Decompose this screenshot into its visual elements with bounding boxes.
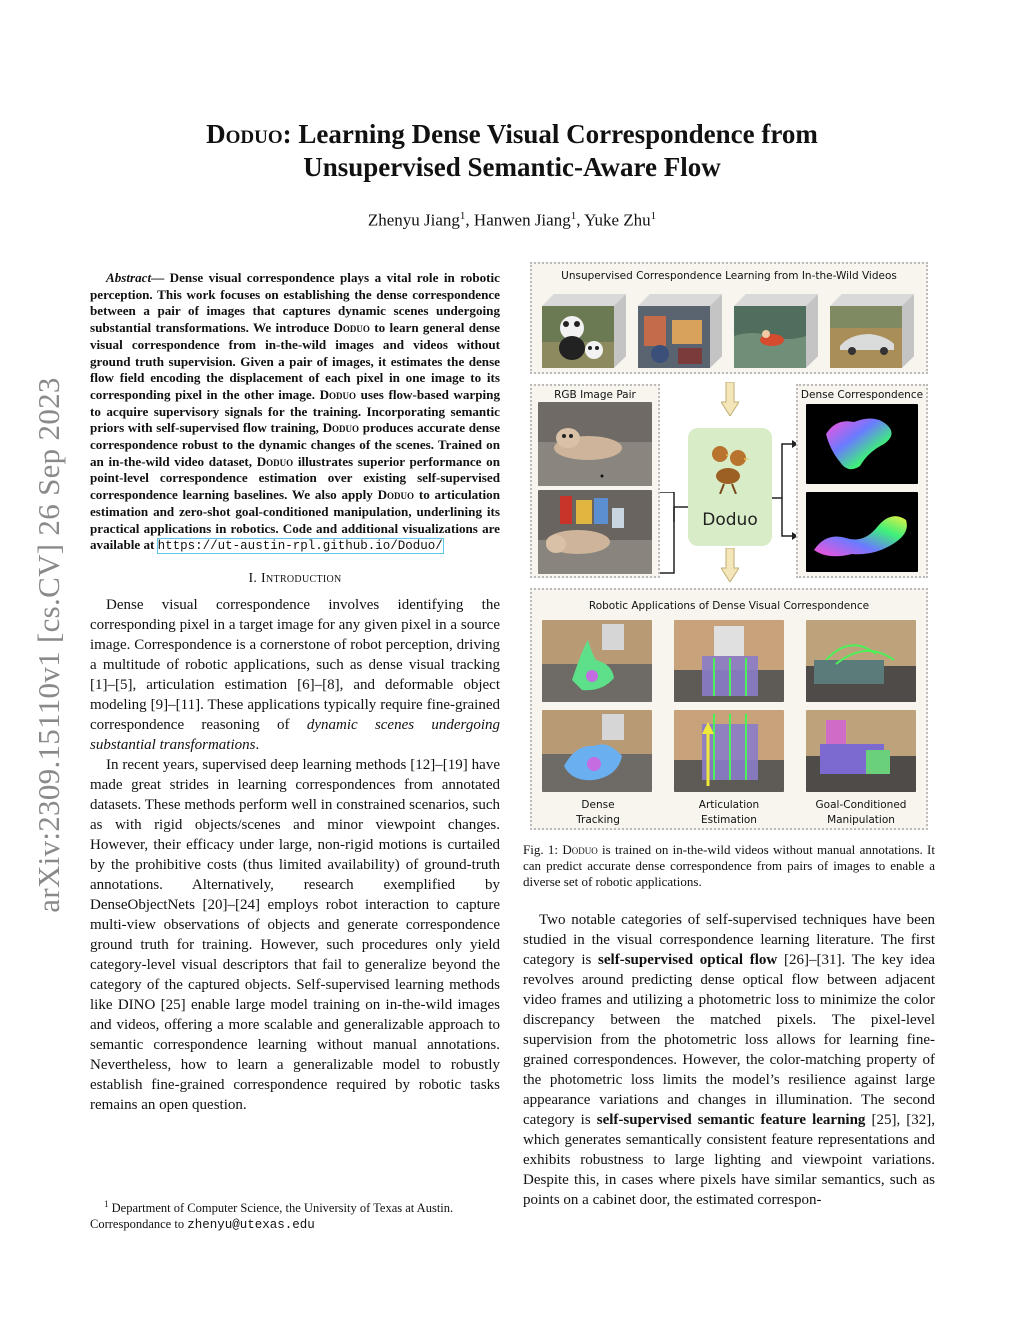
manipulation-image-1	[806, 620, 916, 702]
manipulation-image-2	[806, 710, 916, 792]
caption-text: is trained on in-the-wild videos without manual annotations. It can predict accurate dense correspondence from pairs of images to enable a diverse set of robotic applications.	[523, 842, 935, 889]
author-list: Zhenyu Jiang$^1$, Hanwen Jiang$^1$, Yuke Zhu$^1$	[367, 210, 657, 230]
system-name: Doduo	[377, 487, 415, 503]
app-label-line: Estimation	[701, 814, 757, 826]
title-line2: Unsupervised Semantic-Aware Flow	[303, 152, 721, 182]
video-clip-car	[830, 294, 914, 368]
app-label-line: Manipulation	[827, 814, 895, 826]
tracking-image-2	[542, 710, 652, 792]
app-label-goal-conditioned-manipulation	[805, 798, 917, 828]
author-name: Hanwen Jiang	[473, 210, 571, 230]
intro-paragraph-1	[90, 595, 500, 755]
title-system-name: Doduo	[206, 119, 283, 149]
footnote-mark: 1	[104, 1199, 109, 1209]
arxiv-id-text: arXiv:2309.15110v1 [cs.CV] 26 Sep 2023	[31, 377, 66, 913]
title-line1: : Learning Dense Visual Correspondence from	[282, 119, 818, 149]
bold-term: self-supervised semantic feature learning	[596, 1112, 866, 1128]
video-thumbnail	[542, 306, 614, 368]
video-thumbnail	[734, 306, 806, 368]
abstract-text: produces accurate dense correspondence robust to the dynamic changes of the scenes. Trained on an in-the-wild video dataset,	[90, 420, 501, 469]
section-number: I.	[248, 570, 258, 586]
app-label-dense-tracking	[542, 798, 654, 828]
intro-paragraph-2: In recent years, supervised deep learning methods [12]–[19] have made great strides in learning correspondences from annotated datasets. These methods perform well in constrained scenarios, such as with rigid objects/scenes and minor viewpoint changes. However, their efficacy under large, non-rigid motions is curtailed by the prohibitive costs (thus limited availability) of ground-truth annotations. Alternatively, research exemplified by DenseObjectNets [20]–[24] employs robot interaction to capture multi-view observations of objects and generate correspondence ground truth for training. However, such procedures only yield category-level visual descriptors that fail to generalize beyond the category of the captured objects. Self-supervised learning methods like DINO [25] enable large model training on in-the-wild images and videos, offering a more scalable and generalizable approach to semantic correspondence learning without manual annotations. Nevertheless, how to learn a generalizable model to robustly establish fine-grained correspondence required by robotic tasks remains an open question.	[90, 756, 500, 1113]
paragraph-text: [25], [32], which generates semantically consistent feature representations and exhibits robustness to large lighting and viewpoint variations. Despite this, in cases where pixels have similar semantics, such as points on a cabinet door, the estimated correspon-	[523, 1112, 936, 1208]
emphasized-text: dynamic scenes undergoing substantial transformations	[90, 716, 500, 753]
app-label-line: Dense	[581, 799, 615, 811]
footnote	[90, 1196, 500, 1233]
connector-lines	[660, 507, 688, 587]
video-thumbnail	[830, 306, 902, 368]
panel-title: Unsupervised Correspondence Learning from In-the-Wild Videos	[561, 270, 897, 282]
right-paragraph-1	[523, 910, 935, 1210]
abstract-text: to learn general dense visual correspondence from in-the-wild images and videos without ground truth supervision. Given a pair of images, it estimates the dense flow field encoding the displacement of each pixel in one image to its corresponding pixel in the other image.	[90, 320, 500, 402]
video-clip-people	[638, 294, 722, 368]
system-name: Doduo	[322, 420, 360, 436]
author-affiliation: 1	[459, 210, 466, 222]
correspondence-map-2	[806, 492, 918, 572]
arxiv-identifier	[31, 350, 66, 940]
panel-title: Dense Correspondence	[800, 389, 924, 401]
paper-title	[120, 118, 904, 184]
model-name: Doduo	[702, 510, 758, 530]
abstract-label: Abstract	[106, 270, 152, 285]
figure-1	[530, 262, 928, 830]
panel-in-the-wild-videos	[530, 262, 928, 374]
system-name: Doduo	[256, 453, 294, 469]
arrow-down-icon	[721, 382, 739, 416]
panel-title: Robotic Applications of Dense Visual Correspondence	[588, 600, 870, 612]
panel-dense-correspondence	[796, 384, 928, 578]
paragraph-text: Two notable categories of self-supervised techniques have been studied in the visual correspondence learning literature. The first category is	[523, 912, 935, 968]
app-label-line: Tracking	[576, 814, 620, 826]
abstract	[90, 270, 500, 555]
video-clip-panda	[542, 294, 626, 368]
left-column	[90, 270, 500, 1115]
abstract-text: illustrates superior performance on point-level correspondence estimation over existing self-supervised correspondence learning baselines. We also apply	[90, 453, 500, 503]
abstract-text: uses flow-based warping to acquire supervisory signals for the training. Incorporating semantic priors with self-supervised flow training,	[90, 386, 500, 436]
figure-1-caption	[523, 842, 935, 890]
app-label-line: Goal-Conditioned	[815, 799, 907, 811]
paragraph-text: [26]–[31]. The key idea revolves around predicting dense optical flow between adjacent video frames and utilizing a photometric loss to minimize the color discrepancy between the matched pixels. The pixel-level supervision from the photometric loss allows for learning fine-grained correspondences. However, the color-matching property of the photometric loss limits the model’s resilience against large appearance variations and changes in illumination. The second category is	[523, 952, 936, 1128]
abstract-text: to articulation estimation and zero-shot goal-conditioned manipulation, underlining its practical applications in robotics. Code and additional visualizations are available at	[90, 487, 500, 553]
system-name: Doduo	[562, 842, 598, 857]
app-label-line: Articulation	[698, 799, 760, 811]
video-thumbnail	[638, 306, 710, 368]
doduo-model-box	[688, 428, 772, 546]
author-affiliation: 1	[570, 210, 577, 222]
author-email-link[interactable]: zhenyu@utexas.edu	[187, 1218, 315, 1233]
footnote-text: Department of Computer Science, the University of Texas at Austin. Correspondance to	[90, 1201, 454, 1232]
caption-label: Fig. 1:	[523, 842, 559, 857]
panel-title: RGB Image Pair	[554, 389, 636, 401]
author-affiliation: 1	[650, 210, 657, 222]
section-title: Introduction	[261, 570, 342, 586]
project-url-link[interactable]: https://ut-austin-rpl.github.io/Doduo/	[157, 539, 443, 554]
system-name: Doduo	[319, 386, 357, 402]
rgb-image-1	[538, 402, 652, 486]
bold-term: self-supervised optical flow	[598, 952, 778, 968]
panel-rgb-image-pair	[530, 384, 660, 578]
panel-robotic-applications	[530, 588, 928, 830]
author-name: Yuke Zhu	[584, 210, 651, 230]
right-column	[523, 910, 935, 1210]
video-clip-water	[734, 294, 818, 368]
section-heading-introduction	[90, 571, 500, 587]
introduction-body	[90, 595, 500, 1115]
doduo-bird-icon	[706, 442, 754, 494]
tracking-image-1	[542, 620, 652, 702]
articulation-image-2	[674, 710, 784, 792]
abstract-text: — Dense visual correspondence plays a vital role in robotic perception. This work focuses on establishing the dense correspondence between a pair of images that captures dynamic scenes undergoing substantial transformations. We introduce	[90, 270, 500, 336]
arrow-down-icon	[721, 548, 739, 582]
articulation-image-1	[674, 620, 784, 702]
paragraph-text: .	[255, 736, 260, 753]
connector-arrows	[772, 440, 798, 540]
rgb-image-2	[538, 490, 652, 574]
system-name: Doduo	[333, 320, 370, 336]
paragraph-text: Dense visual correspondence involves identifying the corresponding pixel in a target image for any given pixel in a source image. Correspondence is a cornerstone of robot perception, driving a multitude of robotic applications, such as dense visual tracking [1]–[5], articulation estimation [6]–[8], and deformable object modeling [9]–[11]. These applications typically require fine-grained correspondence reasoning of	[90, 596, 500, 733]
app-label-articulation-estimation	[673, 798, 785, 828]
correspondence-map-1	[806, 404, 918, 484]
author-name: Zhenyu Jiang	[367, 210, 460, 230]
